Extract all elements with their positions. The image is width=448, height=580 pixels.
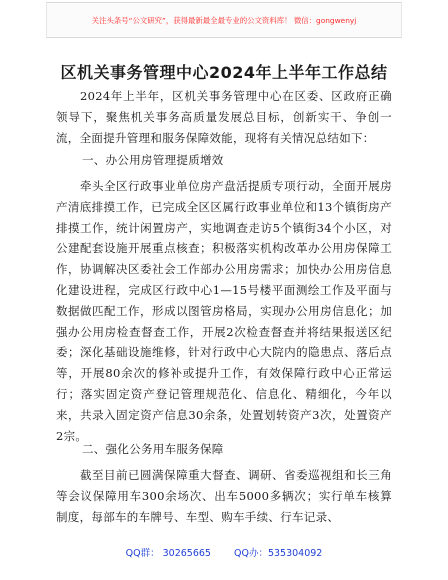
promo-banner [46, 2, 402, 38]
section-1-paragraph: 牵头全区行政事业单位房产盘活提质专项行动，全面开展房产清底排摸工作，已完成全区区属行政事业单位和13个镇街房产排摸工作，统计闲置房产，实地调查走访5个镇街34个小区，对公建配套设施开展重点核查；积极落实机构改革办公用房保障工作，协调解决区委社会工作部办公用房需求；加快办公用房信息化建设进程，完成区行政中心1—15号楼平面测绘工作及平面与数据做匹配工作，形成以图管房格局，实现办公用房信息化；加强办公用房检查督查工作，开展2次检查督查并将结果报送区纪委；深化基础设施维修，针对行政中心大院内的隐患点、落后点等，开展80余次的修补或提升工作，有效保障行政中心正常运行；落实固定资产登记管理规范化、信息化、精细化，今年以来，共录入固定资产信息30余条，处置划转资产3次，处置资产2宗。 [56, 179, 392, 443]
contact-footer [0, 545, 448, 559]
section-2-paragraph: 截至目前已圆满保障重大督查、调研、省委巡视组和长三角等会议保障用车300余场次、出车5000多辆次；实行单车核算制度，每部车的车牌号、车型、购车手续、行车记录、 [56, 468, 392, 524]
intro-paragraph: 2024年上半年，区机关事务管理中心在区委、区政府正确领导下，聚焦机关事务高质量发展总目标，创新实干、争创一流，全面提升管理和服务保障效能，现将有关情况总结如下： [56, 89, 392, 145]
qq-group-text: QQ群： 30265665 [125, 548, 211, 559]
qq-contact-text: QQ办：535304092 [234, 548, 323, 559]
promo-banner-text: 关注头条号“公文研究”，获得最新最全最专业的公文资料库！ 微信：gongwenyj [91, 16, 357, 25]
section-1-heading: 一、办公用房管理提质增效 [82, 153, 224, 167]
document-title: 区机关事务管理中心2024年上半年工作总结 [60, 63, 388, 82]
section-2-heading: 二、强化公务用车服务保障 [82, 442, 224, 456]
